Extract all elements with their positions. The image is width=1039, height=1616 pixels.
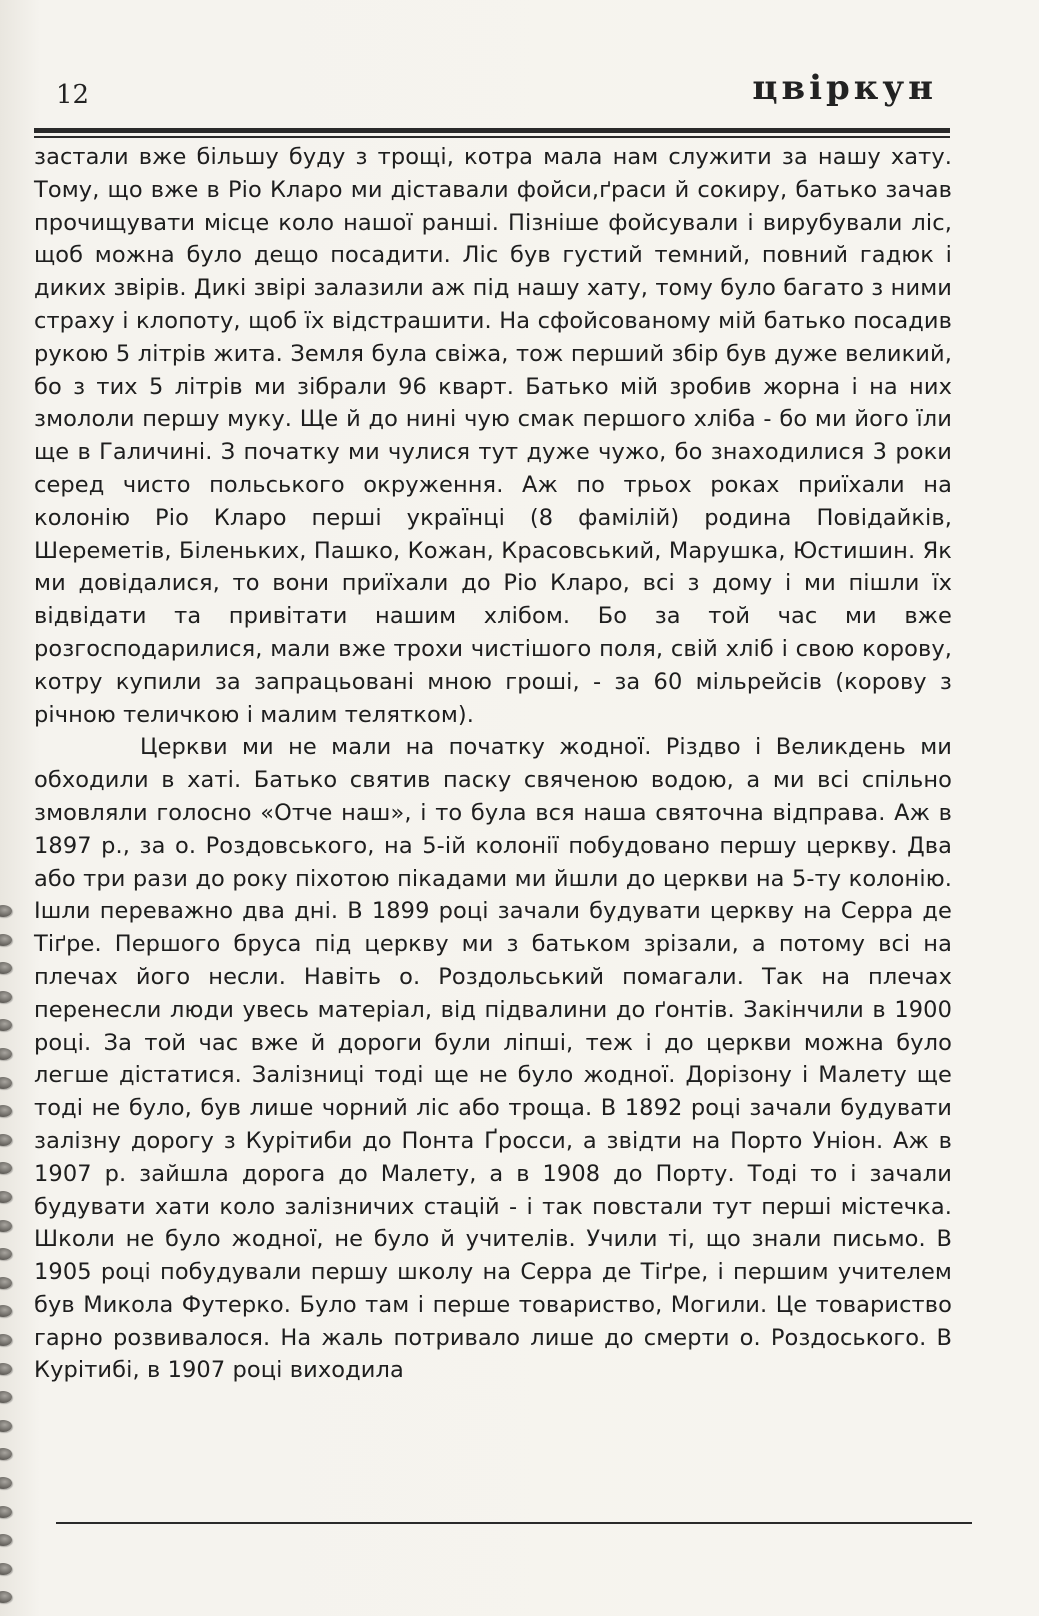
binding-ring (0, 1134, 12, 1146)
binding-ring (0, 991, 12, 1003)
binding-ring (0, 1591, 12, 1603)
paragraph-1: застали вже більшу буду з трощі, котра мала нам служити за нашу хату. Тому, що вже в Ріо Кларо ми діставали фойси,ґраси й сокиру, батько зачав прочищувати місце коло нашої ранші. Пізніше фойсували і вирубували ліс, щоб можна було дещо посадити. Ліс був густий темний, повний гадюк і диких звірів. Дикі звірі залазили аж під нашу хату, тому було багато з ними страху і клопоту, щоб їх відстрашити. На сфойсованому мій батько посадив рукою 5 літрів жита. Земля була свіжа, тож перший збір був дуже великий, бо з тих 5 літрів ми зібрали 96 кварт. Батько мій зробив жорна і на них змололи першу муку. Ще й до нині чую смак першого хліба - бо ми його їли ще в Галичині. З початку ми чулися тут дуже чужо, бо знаходилися 3 роки серед чисто польського окруження. Аж по трьох роках приїхали на колонію Ріо Кларо перші українці (8 фамілій) родина Повідайків, Шереметів, Біленьких, Пашко, Кожан, Красовський, Марушка, Юстишин. Як ми довідалися, то вони приїхали до Ріо Кларо, всі з дому і ми пішли їх відвідати та привітати нашим хлібом. Бо за той час ми вже розгосподарилися, мали вже трохи чистішого поля, свій хліб і свою корову, котру купили за запрацьовані мною гроші, - за 60 мільрейсів (корову з річною теличкою і малим телятком). (34, 144, 952, 728)
binding-ring (0, 1334, 12, 1346)
binding-ring (0, 1534, 12, 1546)
binding-ring (0, 1305, 12, 1317)
binding-ring (0, 905, 12, 917)
binding-ring (0, 1448, 12, 1460)
binding-ring (0, 1563, 12, 1575)
journal-title: цвіркун (752, 68, 937, 108)
binding-ring (0, 1077, 12, 1089)
binding-ring (0, 1248, 12, 1260)
binding-ring (0, 1506, 12, 1518)
binding-ring (0, 1019, 12, 1031)
binding-ring (0, 1420, 12, 1432)
binding-ring (0, 1391, 12, 1403)
binding-ring (0, 1162, 12, 1174)
spiral-binding (0, 0, 18, 1616)
binding-ring (0, 1363, 12, 1375)
page-number: 12 (56, 80, 90, 110)
binding-ring (0, 934, 12, 946)
footer-rule (56, 1522, 972, 1524)
article-body (34, 141, 952, 1387)
binding-ring (0, 1220, 12, 1232)
binding-ring (0, 1048, 12, 1060)
binding-ring (0, 1477, 12, 1489)
header-rule-thick (34, 128, 950, 133)
binding-ring (0, 1105, 12, 1117)
binding-ring (0, 1191, 12, 1203)
header-rule-thin (34, 136, 950, 138)
binding-ring (0, 962, 12, 974)
paragraph-2: Церкви ми не мали на початку жодної. Різдво і Великдень ми обходили в хаті. Батько святив паску свяченою водою, а ми всі спільно змовляли голосно «Отче наш», і то була вся наша святочна відправа. Аж в 1897 р., за о. Роздовського, на 5-ій колонії побудовано першу церкву. Два або три рази до року піхотою пікадами ми йшли до церкви на 5-ту колонію. Ішли переважно два дні. В 1899 році зачали будувати церкву на Серра де Тіґре. Першого бруса під церкву ми з батьком зрізали, а потому всі на плечах його несли. Навіть о. Роздольський помагали. Так на плечах перенесли люди увесь матеріал, від підвалини до ґонтів. Закінчили в 1900 році. За той час вже й дороги були ліпші, теж і до церкви можна було легше дістатися. Залізниці тоді ще не було жодної. Дорізону і Малету ще тоді не було, був лише чорний ліс або троща. В 1892 році зачали будувати залізну дорогу з Курітиби до Понта Ґросси, а звідти на Порто Уніон. Аж в 1907 р. зайшла дорога до Малету, а в 1908 до Порту. Тоді то і зачали будувати хати коло залізничих стацій - і так повстали тут перші містечка. Школи не було жодної, не було й учителів. Учили ті, що знали письмо. В 1905 році побудували першу школу на Серра де Тіґре, і першим учителем був Микола Футерко. Було там і перше товариство, Могили. Це товариство гарно розвивалося. На жаль потривало лише до смерти о. Роздоського. В Курітибі, в 1907 році виходила (34, 734, 952, 1384)
binding-ring (0, 1277, 12, 1289)
